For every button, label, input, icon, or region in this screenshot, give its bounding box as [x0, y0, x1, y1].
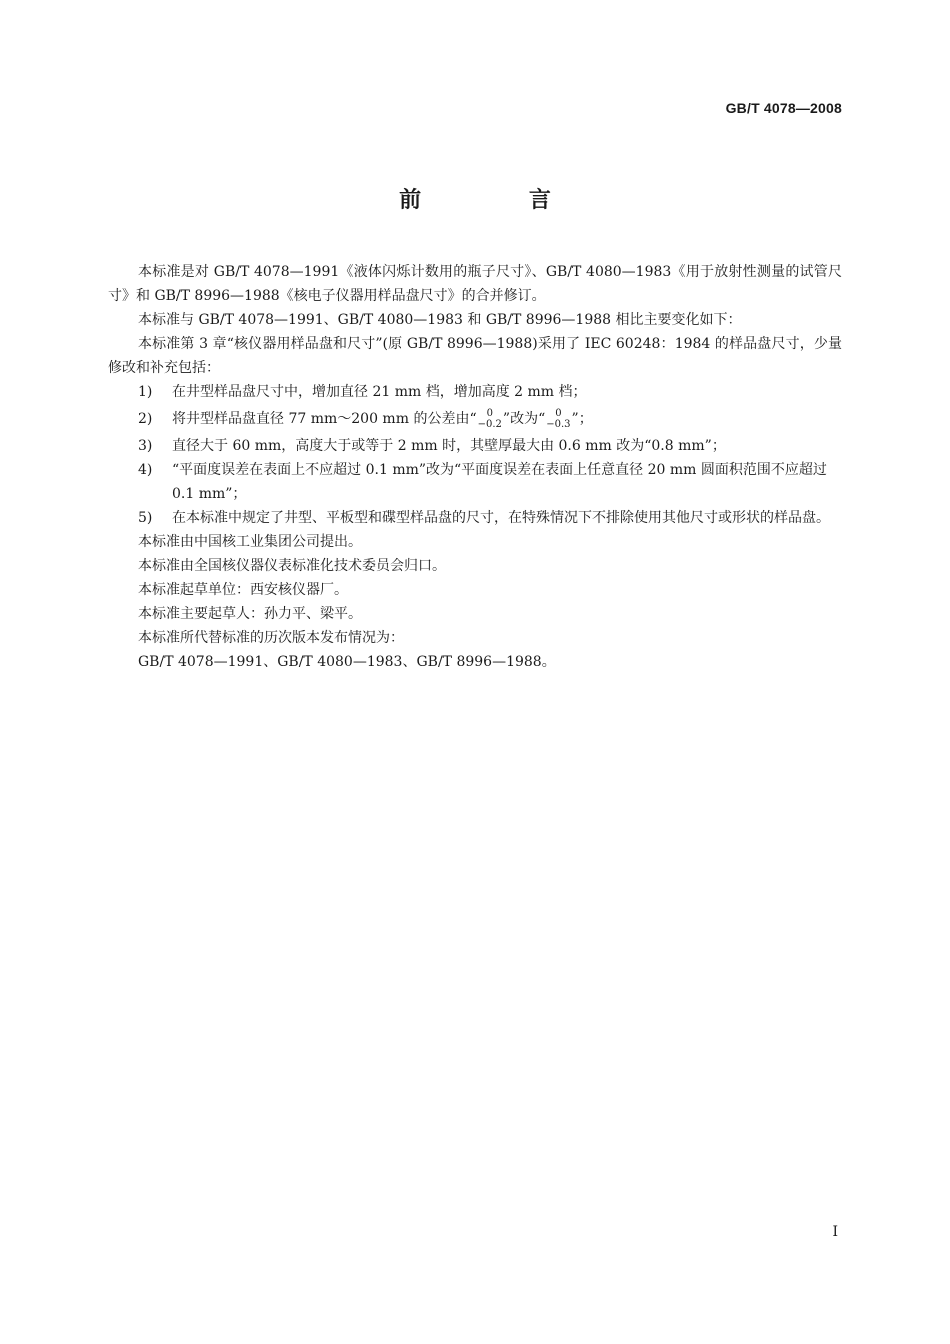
tolerance-old	[478, 408, 502, 430]
list-item-1	[108, 380, 842, 404]
tolerance-upper: 0	[555, 408, 562, 419]
paragraph-drafters: 本标准主要起草人：孙力平、梁平。	[138, 606, 362, 622]
paragraph-intro: 本标准是对 GB/T 4078—1991《液体闪烁计数用的瓶子尺寸》、GB/T 4080—1983《用于放射性测量的试管尺寸》和 GB/T 8996—1988《核电子仪器用样品盘尺寸》的合并修订。	[108, 264, 842, 304]
list-item-text: ”；	[571, 411, 593, 427]
list-item-number: 4)	[138, 462, 153, 478]
paragraph-history-intro: 本标准所代替标准的历次版本发布情况为：	[138, 630, 404, 646]
tolerance-lower: −0.2	[477, 419, 502, 430]
list-item-2	[108, 407, 842, 431]
paragraph-changes: 本标准与 GB/T 4078—1991、GB/T 4080—1983 和 GB/T 8996—1988 相比主要变化如下：	[138, 312, 742, 328]
list-item-number: 5)	[138, 510, 153, 526]
list-item-text: “平面度误差在表面上不应超过 0.1 mm”改为“平面度误差在表面上任意直径 20 mm 圆面积范围不应超过 0.1 mm”；	[172, 462, 827, 502]
paragraph-committee: 本标准由全国核仪器仪表标准化技术委员会归口。	[138, 558, 446, 574]
list-item-text: 在井型样品盘尺寸中，增加直径 21 mm 档，增加高度 2 mm 档；	[172, 384, 587, 400]
tolerance-lower: −0.3	[546, 419, 571, 430]
paragraph-history-list: GB/T 4078—1991、GB/T 4080—1983、GB/T 8996—1988。	[138, 654, 556, 670]
list-item-text: 在本标准中规定了井型、平板型和碟型样品盘的尺寸，在特殊情况下不排除使用其他尺寸或形状的样品盘。	[172, 510, 830, 526]
list-item-number: 3)	[138, 438, 153, 454]
paragraph-chapter3: 本标准第 3 章“核仪器用样品盘和尺寸”(原 GB/T 8996—1988)采用了 IEC 60248：1984 的样品盘尺寸，少量修改和补充包括：	[108, 336, 842, 376]
tolerance-new	[546, 408, 570, 430]
foreword-body	[108, 260, 842, 674]
list-item-5	[108, 506, 842, 530]
page-title: 前 言	[399, 188, 601, 213]
tolerance-upper: 0	[486, 408, 493, 419]
paragraph-proposer: 本标准由中国核工业集团公司提出。	[138, 534, 362, 550]
list-item-4	[108, 458, 842, 506]
list-item-number: 2)	[138, 411, 153, 427]
list-item-3	[108, 434, 842, 458]
standard-code: GB/T 4078—2008	[725, 100, 842, 116]
list-item-text: 直径大于 60 mm，高度大于或等于 2 mm 时，其壁厚最大由 0.6 mm 改为“0.8 mm”；	[172, 438, 726, 454]
paragraph-drafting-unit: 本标准起草单位：西安核仪器厂。	[138, 582, 348, 598]
list-item-number: 1)	[138, 384, 153, 400]
list-item-text: ”改为“	[502, 411, 546, 427]
page-number: I	[832, 1224, 838, 1240]
list-item-text: 将井型样品盘直径 77 mm～200 mm 的公差由“	[172, 411, 477, 427]
